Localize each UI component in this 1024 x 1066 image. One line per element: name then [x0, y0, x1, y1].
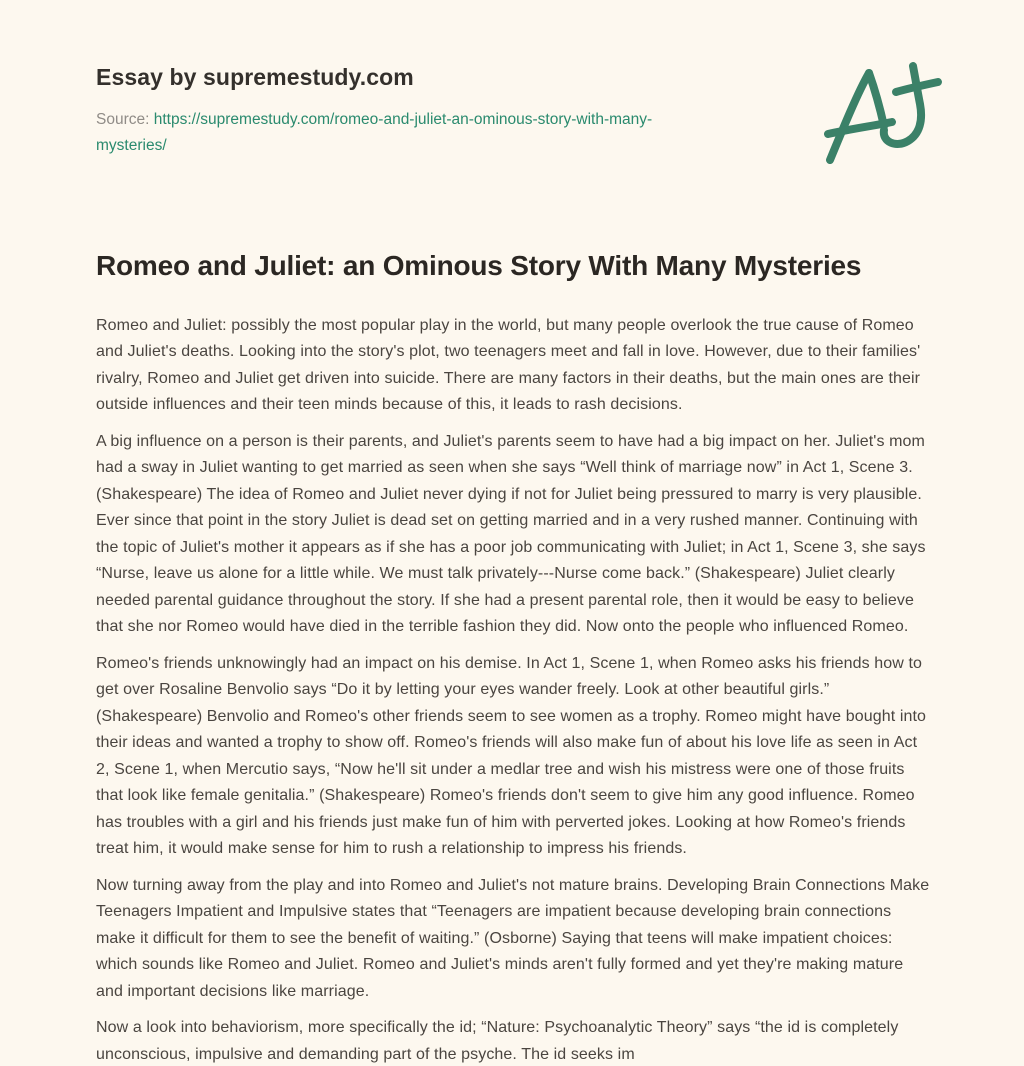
source-url-link[interactable]: https://supremestudy.com/romeo-and-juliet-an-ominous-story-with-many-mysteries/	[96, 111, 653, 154]
essay-title: Romeo and Juliet: an Ominous Story With Many Mysteries	[96, 250, 862, 281]
essay-content	[96, 247, 930, 1066]
essay-paragraph: Now a look into behaviorism, more specifically the id; “Nature: Psychoanalytic Theory” says “the id is completely unconscious, impulsive and demanding part of the psyche. The id seeks im	[96, 1019, 899, 1063]
essay-body	[96, 313, 930, 1066]
page-header	[96, 64, 930, 159]
essay-paragraph: A big influence on a person is their parents, and Juliet's parents seem to have had a big impact on her. Juliet's mom had a sway in Juliet wanting to get married as seen when she says “Well think of marriage now” in Act 1, Scene 3. (Shakespeare) The idea of Romeo and Juliet never dying if not for Juliet being pressured to marry is very plausible. Ever since that point in the story Juliet is dead set on getting married and in a very rushed manner. Continuing with the topic of Juliet's mother it appears as if she has a poor job communicating with Juliet; in Act 1, Scene 3, she says “Nurse, leave us alone for a little while. We must talk privately---Nurse come back.” (Shakespeare) Juliet clearly needed parental guidance throughout the story. If she had a present parental role, then it would be easy to believe that she nor Romeo would have died in the terrible fashion they did. Now onto the people who influenced Romeo.	[96, 432, 926, 636]
essay-paragraph: Romeo and Juliet: possibly the most popular play in the world, but many people overlook the true cause of Romeo and Juliet's deaths. Looking into the story's plot, two teenagers meet and fall in love. However, due to their families' rivalry, Romeo and Juliet get driven into suicide. There are many factors in their deaths, but the main ones are their outside influences and their teen minds because of this, it leads to rash decisions.	[96, 316, 921, 414]
essay-paragraph: Romeo's friends unknowingly had an impact on his demise. In Act 1, Scene 1, when Romeo asks his friends how to get over Rosaline Benvolio says “Do it by letting your eyes wander freely. Look at other beautiful girls.” (Shakespeare) Benvolio and Romeo's other friends seem to see women as a trophy. Romeo might have bought into their ideas and wanted a trophy to show off. Romeo's friends will also make fun of about his love life as seen in Act 2, Scene 1, when Mercutio says, “Now he'll sit under a medlar tree and wish his mistress were one of those fruits that look like female genitalia.” (Shakespeare) Romeo's friends don't seem to give him any good influence. Romeo has troubles with a girl and his friends just make fun of him with perverted jokes. Looking at how Romeo's friends treat him, it would make sense for him to rush a relationship to impress his friends.	[96, 654, 927, 858]
source-line	[96, 107, 721, 159]
brand-title: Essay by supremestudy.com	[96, 64, 414, 90]
a-plus-logo-icon	[812, 58, 952, 180]
source-label: Source:	[96, 111, 150, 128]
essay-paragraph: Now turning away from the play and into Romeo and Juliet's not mature brains. Developing Brain Connections Make Teenagers Impatient and Impulsive states that “Teenagers are impatient because developing brain connections make it difficult for them to see the benefit of waiting.” (Osborne) Saying that teens will make impatient choices: which sounds like Romeo and Juliet. Romeo and Juliet's minds aren't fully formed and yet they're making mature and important decisions like marriage.	[96, 876, 930, 1000]
